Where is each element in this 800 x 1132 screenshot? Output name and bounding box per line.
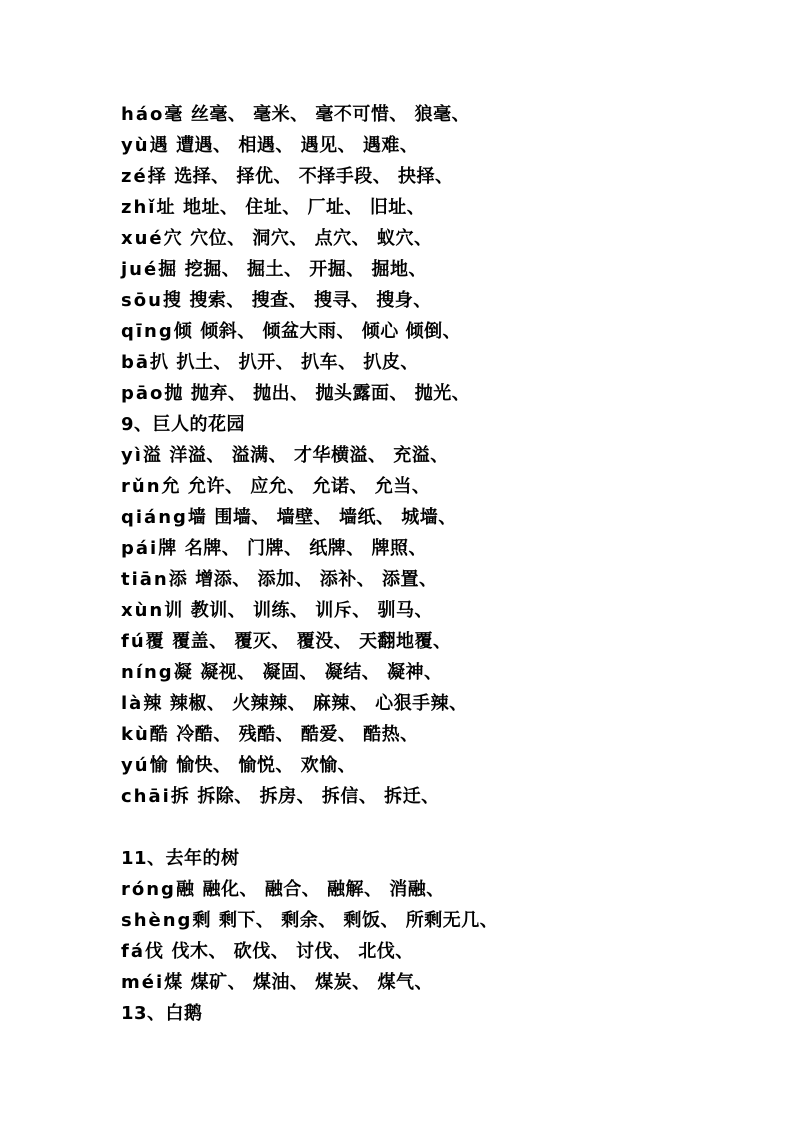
pinyin: yì (121, 445, 143, 466)
hanzi-character: 剩 (192, 910, 211, 931)
word-list: 名牌、 门牌、 纸牌、 牌照、 (184, 538, 428, 559)
lesson-heading (121, 843, 781, 874)
pinyin: qīng (121, 321, 174, 342)
lesson-heading (121, 409, 781, 440)
lesson-title: 9、巨人的花园 (121, 414, 246, 435)
vocab-entry (121, 564, 781, 595)
word-list: 冷酷、 残酷、 酷爱、 酷热、 (176, 724, 419, 745)
word-list: 挖掘、 掘土、 开掘、 掘地、 (184, 259, 428, 280)
lesson-title: 11、去年的树 (121, 848, 240, 869)
word-list: 倾斜、 倾盆大雨、 倾心 倾倒、 (200, 321, 462, 342)
word-list: 增添、 添加、 添补、 添置、 (195, 569, 438, 590)
vocab-entry (121, 99, 781, 130)
vocab-entry (121, 936, 781, 967)
pinyin: fú (121, 631, 146, 652)
vocab-entry (121, 192, 781, 223)
vocab-entry (121, 967, 781, 998)
hanzi-character: 伐 (144, 941, 164, 962)
hanzi-character: 覆 (145, 631, 165, 652)
pinyin: rǔn (121, 476, 162, 497)
word-list: 拆除、 拆房、 拆信、 拆迁、 (197, 786, 440, 807)
word-list: 凝视、 凝固、 凝结、 凝神、 (200, 662, 443, 683)
hanzi-character: 融 (175, 879, 195, 900)
pinyin: yú (121, 755, 150, 776)
vocab-entry (121, 905, 781, 936)
vocab-entry (121, 316, 781, 347)
hanzi-character: 允 (161, 476, 181, 497)
word-list: 融化、 融合、 融解、 消融、 (202, 879, 445, 900)
pinyin: pái (121, 538, 159, 559)
hanzi-character: 煤 (164, 972, 183, 993)
hanzi-character: 墙 (187, 507, 207, 528)
hanzi-character: 毫 (164, 104, 183, 125)
word-list: 允许、 应允、 允诺、 允当、 (188, 476, 431, 497)
word-list: 地址、 住址、 厂址、 旧址、 (182, 197, 426, 218)
pinyin: yù (121, 135, 150, 156)
vocab-entry (121, 750, 781, 781)
hanzi-character: 掘 (158, 259, 177, 280)
pinyin: qiáng (121, 507, 188, 528)
pinyin: tiān (121, 569, 169, 590)
pinyin: xué (121, 228, 164, 249)
vocab-entry (121, 502, 781, 533)
word-list: 愉快、 愉悦、 欢愉、 (176, 755, 357, 776)
vocab-entry (121, 285, 781, 316)
pinyin: zhǐ (121, 197, 157, 218)
pinyin: fá (121, 941, 145, 962)
word-list: 辣椒、 火辣辣、 麻辣、 心狠手辣、 (169, 693, 468, 714)
word-list: 伐木、 砍伐、 讨伐、 北伐、 (171, 941, 414, 962)
vocab-entry (121, 130, 781, 161)
word-list: 洋溢、 溢满、 才华横溢、 充溢、 (169, 445, 449, 466)
pinyin: kù (121, 724, 150, 745)
word-list: 丝毫、 毫米、 毫不可惜、 狼毫、 (190, 104, 471, 125)
hanzi-character: 择 (147, 166, 167, 187)
hanzi-character: 牌 (158, 538, 177, 559)
pinyin: pāo (121, 383, 165, 404)
pinyin: zé (121, 166, 148, 187)
lesson-heading (121, 998, 781, 1029)
hanzi-character: 拆 (170, 786, 190, 807)
word-list: 搜索、 搜查、 搜寻、 搜身、 (189, 290, 432, 311)
word-list: 遭遇、 相遇、 遇见、 遇难、 (176, 135, 419, 156)
hanzi-character: 倾 (173, 321, 193, 342)
word-list: 扒土、 扒开、 扒车、 扒皮、 (176, 352, 419, 373)
vocab-entry (121, 254, 781, 285)
word-list: 抛弃、 抛出、 抛头露面、 抛光、 (190, 383, 471, 404)
vocab-entry (121, 347, 781, 378)
pinyin: là (121, 693, 144, 714)
vocabulary-list (121, 99, 781, 1029)
word-list: 教训、 训练、 训斥、 驯马、 (190, 600, 434, 621)
hanzi-character: 穴 (163, 228, 183, 249)
vocab-entry (121, 533, 781, 564)
hanzi-character: 遇 (149, 135, 169, 156)
pinyin: bā (121, 352, 151, 373)
vocab-entry (121, 874, 781, 905)
hanzi-character: 酷 (149, 724, 169, 745)
pinyin: róng (121, 879, 176, 900)
word-list: 围墙、 墙壁、 墙纸、 城墙、 (214, 507, 457, 528)
blank-line (121, 812, 781, 843)
vocab-entry (121, 595, 781, 626)
hanzi-character: 愉 (149, 755, 169, 776)
hanzi-character: 址 (156, 197, 175, 218)
word-list: 剩下、 剩余、 剩饭、 所剩无几、 (218, 910, 499, 931)
hanzi-character: 凝 (173, 662, 193, 683)
pinyin: jué (121, 259, 159, 280)
pinyin: níng (121, 662, 174, 683)
vocab-entry (121, 223, 781, 254)
hanzi-character: 添 (168, 569, 188, 590)
vocab-entry (121, 626, 781, 657)
lesson-title: 13、白鹅 (121, 1003, 203, 1024)
hanzi-character: 训 (164, 600, 183, 621)
word-list: 覆盖、 覆灭、 覆没、 天翻地覆、 (172, 631, 452, 652)
vocab-entry (121, 781, 781, 812)
pinyin: háo (121, 104, 165, 125)
vocab-entry (121, 378, 781, 409)
hanzi-character: 扒 (150, 352, 169, 373)
hanzi-character: 抛 (164, 383, 183, 404)
vocab-entry (121, 161, 781, 192)
hanzi-character: 辣 (143, 693, 162, 714)
word-list: 选择、 择优、 不择手段、 抉择、 (174, 166, 454, 187)
pinyin: méi (121, 972, 165, 993)
word-list: 煤矿、 煤油、 煤炭、 煤气、 (190, 972, 433, 993)
vocab-entry (121, 688, 781, 719)
pinyin: shèng (121, 910, 193, 931)
word-list: 穴位、 洞穴、 点穴、 蚁穴、 (190, 228, 433, 249)
vocab-entry (121, 471, 781, 502)
vocab-entry (121, 657, 781, 688)
vocab-entry (121, 440, 781, 471)
hanzi-character: 搜 (162, 290, 182, 311)
vocab-entry (121, 719, 781, 750)
pinyin: xùn (121, 600, 165, 621)
pinyin: sōu (121, 290, 163, 311)
hanzi-character: 溢 (142, 445, 162, 466)
pinyin: chāi (121, 786, 171, 807)
